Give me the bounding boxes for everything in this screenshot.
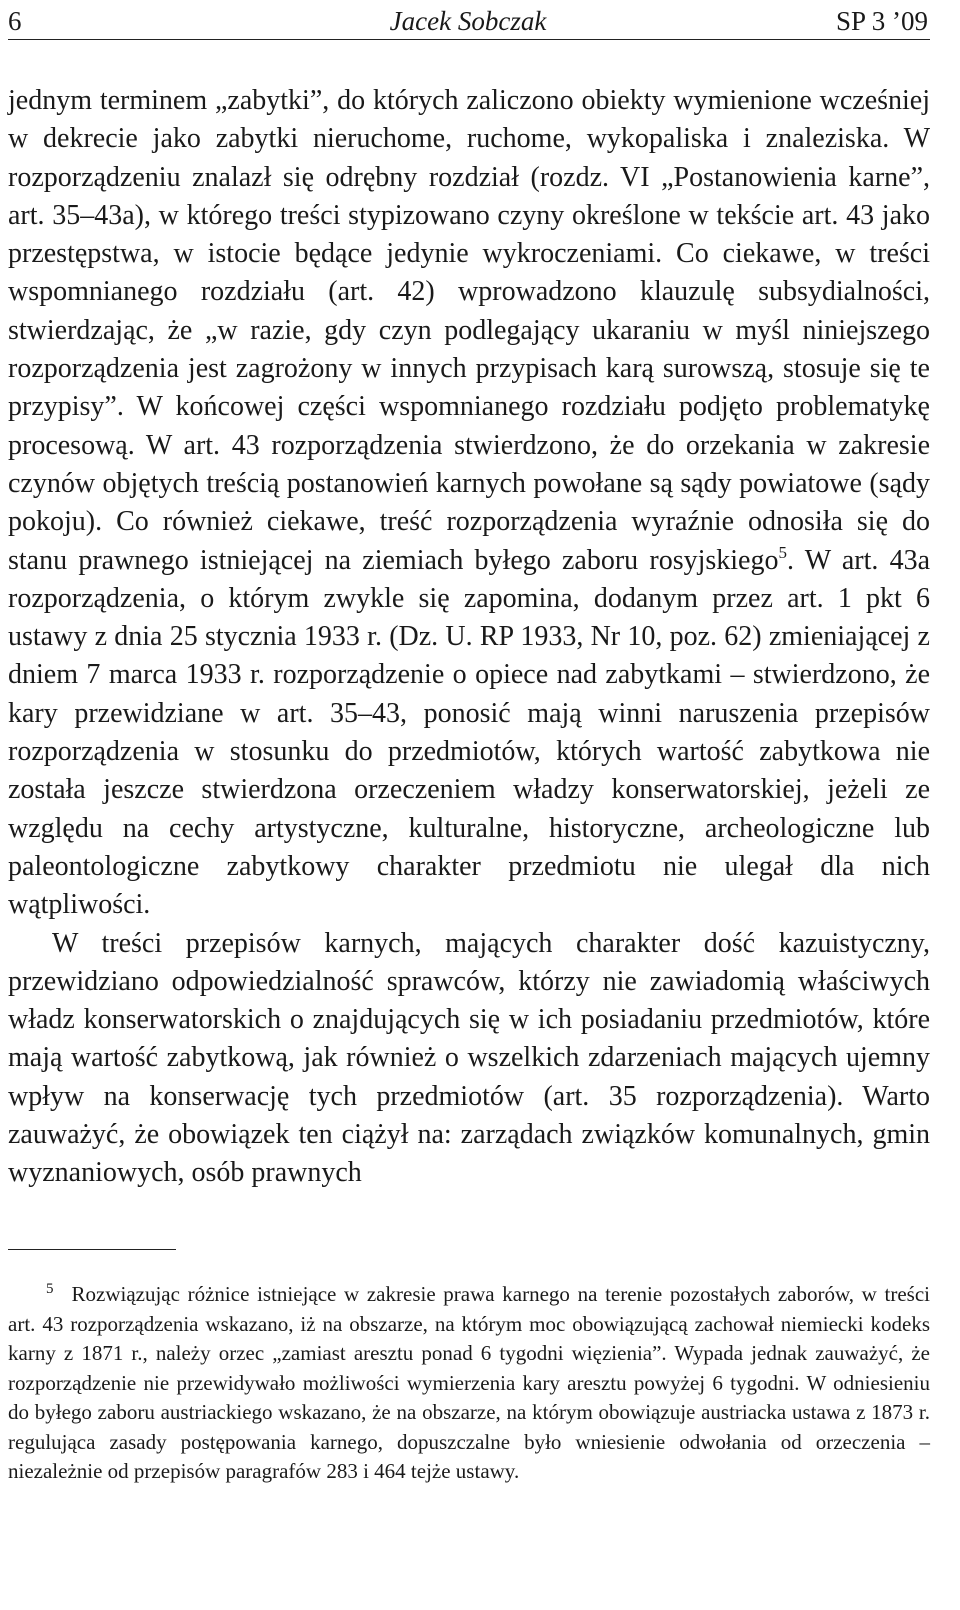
footnote-text: Rozwiązując różnice istniejące w zakresie prawa karnego na terenie pozostałych zaborów, w treści art. 43 rozporządzenia wskazano, iż na obszarze, na którym moc obowiązującą zachował niemiecki kodeks karny z 1871 r., należy orzec „zamiast aresztu ponad 6 tygodni więzienia”. Wypada jednak zauważyć, że rozporządzenie nie przewidywało możliwości wymierzenia kary aresztu powyżej 6 tygodni. W odniesieniu do byłego zaboru austriackiego wskazano, że na obszarze, na którym obowiązuje austriacka ustawa z 1873 r. regulująca zasady postępowania karnego, dopuszczalne było wniesienie odwołania od orzeczenia – niezależnie od przepisów paragrafów 283 i 464 tejże ustawy. (8, 1282, 930, 1483)
footnote-paragraph (8, 1280, 930, 1487)
footnote-divider (8, 1249, 176, 1250)
running-header-journal: SP 3 ’09 (835, 6, 928, 36)
header-divider (8, 39, 930, 40)
paragraph-text: . W art. 43a rozporządzenia, o którym zwykle się zapomina, dodanym przez art. 1 pkt 6 ustawy z dnia 25 stycznia 1933 r. (Dz. U. RP 1933, Nr 10, poz. 62) zmieniającej z dniem 7 marca 1933 r. rozporządzenie o opiece nad zabytkami – stwierdzono, że kary przewidziane w art. 35–43, ponosić mają winni naruszenia przepisów rozporządzenia w stosunku do przedmiotów, których wartość zabytkowa nie została jeszcze stwierdzona orzeczeniem władzy konserwatorskiej, jeżeli ze względu na cechy artystyczne, kulturalne, historyczne, archeologiczne lub paleontologiczne zabytkowy charakter przedmiotu nie ulegał dla nich wątpliwości. (8, 544, 931, 921)
paragraph (8, 82, 930, 925)
running-header-author: Jacek Sobczak (389, 6, 547, 36)
footnote-reference: 5 (778, 542, 787, 562)
paragraph-text: jednym terminem „zabytki”, do których zaliczono obiekty wymienione wcześniej w dekrecie jako zabytki nieruchome, ruchome, wykopaliska i znaleziska. W rozporządzeniu znalazł się odrębny rozdział (rozdz. VI „Postanowienia karne”, art. 35–43a), w którego treści stypizowano czyny określone w tekście art. 43 jako przestępstwa, w istocie będące jedynie wykroczeniami. Co ciekawe, w treści wspomnianego rozdziału (art. 42) wprowadzono klauzulę subsydialności, stwierdzając, że „w razie, gdy czyn podlegający ukaraniu w myśl niniejszego rozporządzenia jest zagrożony w innych przypisach karą surowszą, stosuje się te przypisy”. W końcowej części wspomnianego rozdziału podjęto problematykę procesową. W art. 43 rozporządzenia stwierdzono, że do orzekania w zakresie czynów objętych treścią postanowień karnych powołane są sądy powiatowe (sądy pokoju). Co również ciekawe, treść rozporządzenia wyraźnie odnosiła się do stanu prawnego istniejącej na ziemiach byłego zaboru rosyjskiego (8, 85, 930, 576)
footnote (8, 1280, 930, 1487)
paragraph: W treści przepisów karnych, mających charakter dość kazuistyczny, przewidziano odpowiedzialność sprawców, którzy nie zawiadomią właściwych władz konserwatorskich o znajdujących się w ich posiadaniu przedmiotów, które mają wartość zabytkową, jak również o wszelkich zdarzeniach mających ujemny wpływ na konserwację tych przedmiotów (art. 35 rozporządzenia). Warto zauważyć, że obowiązek ten ciążył na: zarządach związków komunalnych, gmin wyznaniowych, osób prawnych (8, 927, 930, 1189)
page-number: 6 (8, 6, 22, 36)
main-text (8, 82, 930, 1193)
running-header (8, 6, 928, 36)
footnote-number: 5 (46, 1281, 54, 1297)
